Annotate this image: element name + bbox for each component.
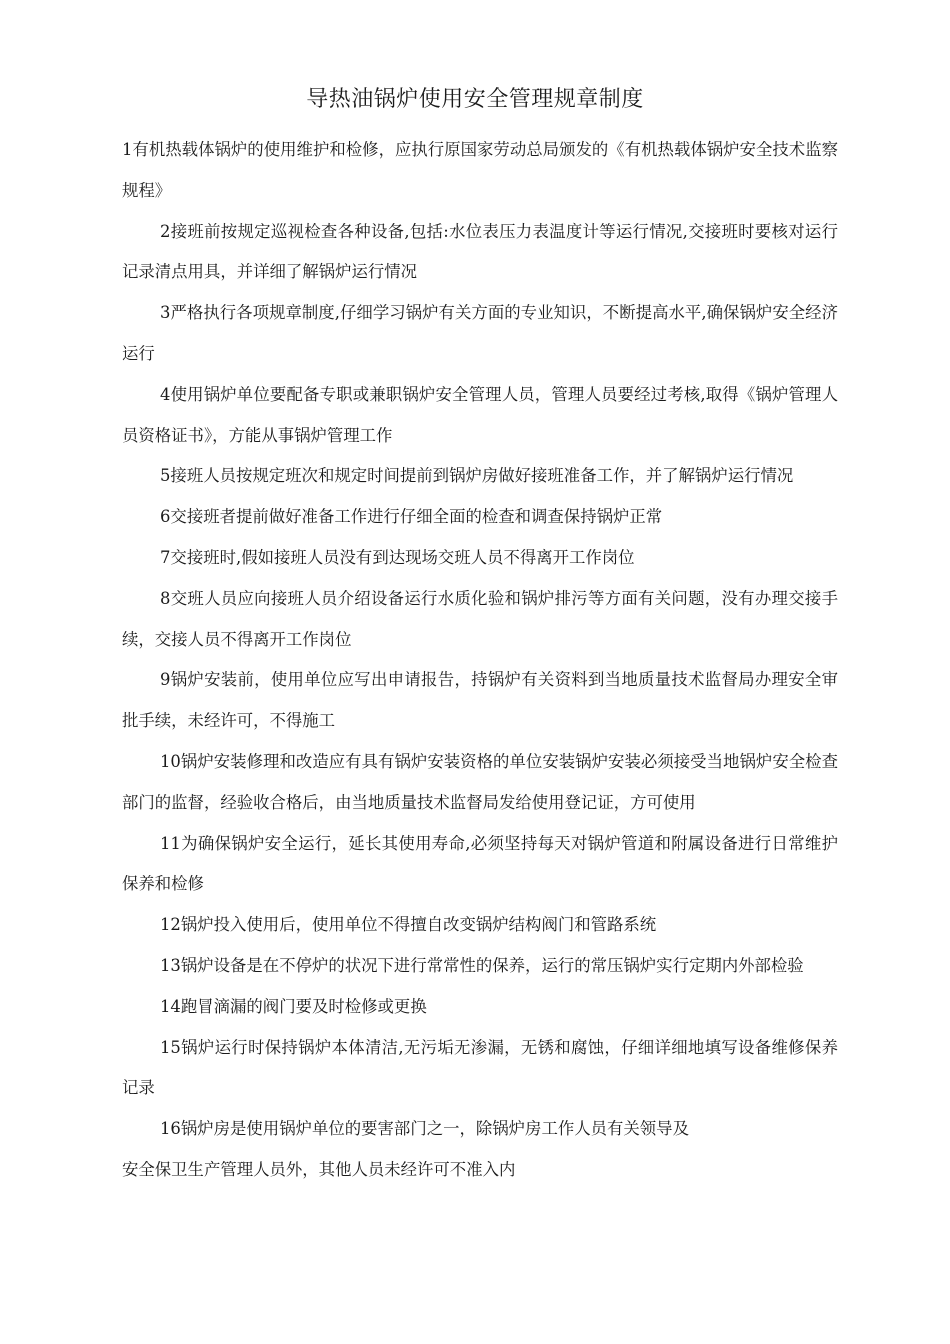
- paragraph-10: 10锅炉安装修理和改造应有具有锅炉安装资格的单位安装锅炉安装必须接受当地锅炉安全检查部门的监督，经验收合格后，由当地质量技术监督局发给使用登记证，方可使用: [122, 751, 838, 812]
- document-title: 导热油锅炉使用安全管理规章制度: [306, 87, 644, 112]
- paragraph-14: 14跑冒滴漏的阀门要及时检修或更换: [160, 996, 427, 1016]
- paragraph-5: 5接班人员按规定班次和规定时间提前到锅炉房做好接班准备工作，并了解锅炉运行情况: [160, 466, 794, 486]
- paragraph-11: 11为确保锅炉安全运行，延长其使用寿命,必须坚持每天对锅炉管道和附属设备进行日常维护保养和检修: [122, 833, 838, 894]
- paragraph-2: 2接班前按规定巡视检查各种设备,包括:水位表压力表温度计等运行情况,交接班时要核对运行记录清点用具，并详细了解锅炉运行情况: [122, 221, 838, 282]
- paragraph-3: 3严格执行各项规章制度,仔细学习锅炉有关方面的专业知识，不断提高水平,确保锅炉安全经济运行: [122, 303, 838, 363]
- paragraph-8: 8交班人员应向接班人员介绍设备运行水质化验和锅炉排污等方面有关问题，没有办理交接手续，交接人员不得离开工作岗位: [122, 588, 838, 649]
- paragraph-12: 12锅炉投入使用后，使用单位不得擅自改变锅炉结构阀门和管路系统: [160, 915, 657, 935]
- paragraph-6: 6交接班者提前做好准备工作进行仔细全面的检查和调查保持锅炉正常: [160, 507, 663, 527]
- paragraph-4: 4使用锅炉单位要配备专职或兼职锅炉安全管理人员，管理人员要经过考核,取得《锅炉管理人员资格证书》，方能从事锅炉管理工作: [122, 384, 838, 445]
- paragraph-9: 9锅炉安装前，使用单位应写出申请报告，持锅炉有关资料到当地质量技术监督局办理安全审批手续，未经许可，不得施工: [122, 670, 838, 731]
- paragraph-15: 15锅炉运行时保持锅炉本体清洁,无污垢无渗漏，无锈和腐蚀，仔细详细地填写设备维修保养记录: [122, 1037, 838, 1098]
- paragraph-13: 13锅炉设备是在不停炉的状况下进行常常性的保养，运行的常压锅炉实行定期内外部检验: [160, 955, 804, 975]
- paragraph-16-line-1: 16锅炉房是使用锅炉单位的要害部门之一，除锅炉房工作人员有关领导及: [160, 1119, 689, 1139]
- document-body: [122, 130, 838, 1191]
- paragraph-1: 1有机热载体锅炉的使用维护和检修，应执行原国家劳动总局颁发的《有机热载体锅炉安全技术监察规程》: [122, 140, 838, 200]
- paragraph-16-line-2: 安全保卫生产管理人员外，其他人员未经许可不准入内: [122, 1159, 516, 1179]
- paragraph-7: 7交接班时,假如接班人员没有到达现场交班人员不得离开工作岗位: [160, 547, 635, 567]
- paragraph-16: [122, 1109, 838, 1191]
